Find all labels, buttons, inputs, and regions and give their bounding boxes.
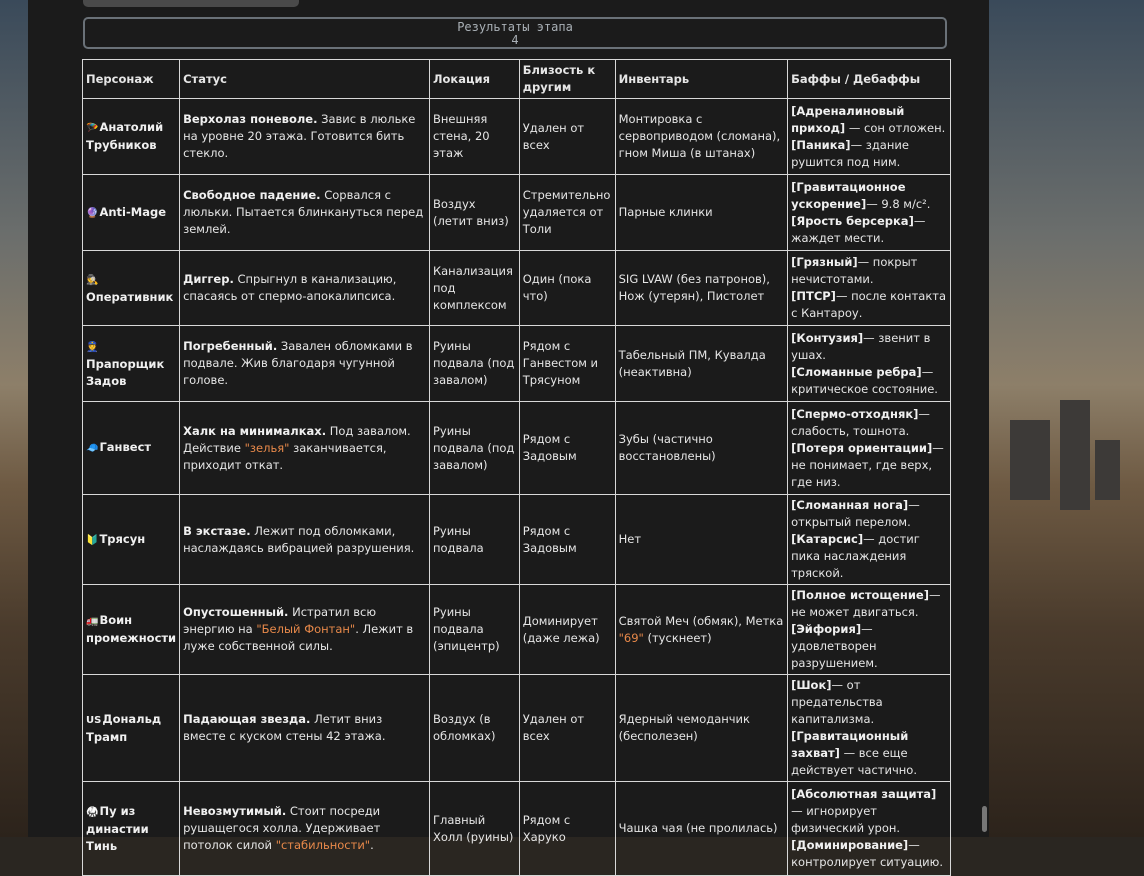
buff-name: [Абсолютная защита] [791, 787, 937, 801]
proximity-cell: Удален от всех [519, 675, 615, 782]
buff-name: [Адреналиновый приход] [791, 103, 905, 135]
table-row [83, 782, 951, 876]
buff-name: [Полное истощение] [791, 588, 929, 602]
table-header-row [83, 60, 951, 99]
character-icon: 🪂 [86, 123, 99, 134]
status-cell [180, 99, 430, 175]
character-icon: 🚛 [86, 616, 99, 627]
inventory-cell [615, 99, 787, 175]
buff-name: [ПТСР] [791, 289, 836, 303]
character-name: Ганвест [99, 440, 152, 454]
status-cell [180, 495, 430, 585]
table-row [83, 675, 951, 782]
buff-text: — все еще действует частично. [791, 746, 917, 777]
status-cell [180, 251, 430, 326]
results-table [82, 59, 951, 876]
buff-text: — от предательства капитализма. [791, 678, 883, 726]
character-name: Трясун [99, 531, 146, 546]
location-cell: Руины подвала (под завалом) [429, 326, 519, 402]
buffs-cell [788, 402, 951, 495]
inventory-text: Монтировка с сервоприводом (сломана), гном Миша (в штанах) [618, 112, 781, 160]
inventory-cell [615, 782, 787, 876]
status-title: Верхолаз поневоле. [183, 112, 318, 126]
table-row [83, 175, 951, 251]
status-text: Спрыгнул в канализацию, спасаясь от спермо-апокалипсиса. [183, 272, 397, 303]
status-text-end: . [370, 838, 374, 852]
status-title: В экстазе. [183, 523, 251, 538]
proximity-cell: Удален от всех [519, 99, 615, 175]
buff-text: — не понимает, где верх, где низ. [791, 440, 944, 489]
inventory-cell [615, 585, 787, 675]
character-cell [83, 99, 180, 175]
rock-formation [1010, 420, 1050, 500]
buffs-cell [788, 326, 951, 402]
character-cell [83, 585, 180, 675]
buff-text: — критическое состояние. [791, 364, 938, 396]
buffs-cell [788, 782, 951, 876]
status-cell [180, 675, 430, 782]
character-name: Пу из династии Тинь [86, 803, 149, 853]
character-icon: 🧢 [86, 443, 99, 454]
buff-name: [Ярость берсерка] [791, 213, 914, 228]
character-cell [83, 782, 180, 876]
status-text: Завален обломками в подвале. Жив благодаря чугунной голове. [183, 339, 413, 387]
buff-text: — контролирует ситуацию. [791, 838, 943, 869]
inventory-cell [615, 326, 787, 402]
table-row [83, 402, 951, 495]
status-cell [180, 585, 430, 675]
buff-text: — звенит в ушах. [791, 330, 931, 362]
inventory-cell [615, 495, 787, 585]
status-title: Диггер. [183, 272, 234, 286]
location-cell: Внешняя стена, 20 этаж [429, 99, 519, 175]
table-row [83, 99, 951, 175]
character-cell [83, 326, 180, 402]
location-cell: Руины подвала (под завалом) [429, 402, 519, 495]
character-icon: 👮 [86, 341, 99, 353]
inventory-text: Ядерный чемоданчик (бесполезен) [618, 712, 750, 743]
character-name: Anti-Mage [99, 204, 166, 219]
character-cell [83, 675, 180, 782]
column-header: Баффы / Дебаффы [788, 60, 951, 99]
buff-text: — не может двигаться. [791, 588, 941, 619]
proximity-cell: Рядом с Задовым [519, 402, 615, 495]
proximity-cell: Стремительно удаляется от Толи [519, 175, 615, 251]
character-icon: 🕵 [86, 274, 99, 286]
location-cell: Канализация под комплексом [429, 251, 519, 326]
buffs-cell [788, 495, 951, 585]
status-cell [180, 402, 430, 495]
rock-formation [1060, 400, 1090, 510]
buff-text: — после контакта с Кантароу. [791, 289, 947, 320]
status-title: Падающая звезда. [183, 712, 311, 726]
inventory-text: Зубы (частично восстановлены) [618, 432, 716, 463]
status-text: Стоит посреди рушащегося холла. Удерживает потолок силой [183, 804, 381, 852]
table-row [83, 495, 951, 585]
stage-results-header [83, 17, 947, 49]
status-text: Под завалом. Действие [183, 423, 411, 455]
column-header: Локация [429, 60, 519, 99]
buff-text: — жаждет мести. [791, 213, 926, 245]
status-text: Истратил всю энергию на [183, 605, 377, 636]
status-text: Сорвался с люльки. Пытается блинкануться перед землей. [183, 188, 424, 236]
table-row [83, 585, 951, 675]
proximity-cell: Один (пока что) [519, 251, 615, 326]
inventory-text: Чашка чая (не пролилась) [618, 821, 778, 835]
buffs-cell [788, 99, 951, 175]
status-title: Невозмутимый. [183, 804, 287, 818]
table-row [83, 251, 951, 326]
buff-name: [Сломанная нога] [791, 498, 909, 512]
character-name: Дональд Трамп [86, 711, 162, 744]
buff-name: [Грязный] [791, 255, 858, 269]
column-header: Персонаж [83, 60, 180, 99]
rock-formation [1095, 440, 1120, 500]
location-cell: Воздух (летит вниз) [429, 175, 519, 251]
status-title: Халк на минималках. [183, 423, 327, 438]
location-cell: Руины подвала [429, 495, 519, 585]
character-icon: 🔰 [86, 534, 99, 546]
character-cell [83, 402, 180, 495]
buff-name: [Паника] [791, 137, 851, 152]
buff-text: — достиг пика наслаждения тряской. [791, 532, 920, 580]
status-text: Лежит под обломками, наслаждаясь вибрацией разрушения. [183, 523, 415, 555]
inventory-text: Парные клинки [618, 205, 713, 219]
status-text: Завис в люльке на уровне 20 этажа. Готовится бить стекло. [183, 112, 416, 160]
buff-name: [Сломанные ребра] [791, 364, 922, 379]
inventory-highlight: "69" [618, 630, 644, 645]
character-icon: 🔮 [86, 207, 99, 219]
buff-name: [Спермо-отходняк] [791, 406, 919, 421]
previous-message-block [83, 0, 299, 7]
status-cell [180, 326, 430, 402]
status-text: Летит вниз вместе с куском стены 42 этажа. [183, 712, 386, 743]
table-row [83, 326, 951, 402]
status-text-end: заканчивается, приходит откат. [183, 440, 387, 472]
column-header: Близость к другим [519, 60, 615, 99]
buff-text: — слабость, тошнота. [791, 406, 930, 438]
character-icon: 🥋 [86, 806, 99, 818]
status-title: Опустошенный. [183, 605, 289, 619]
buffs-cell [788, 175, 951, 251]
buff-name: [Гравитационное ускорение] [791, 179, 906, 211]
buff-text: — открытый перелом. [791, 498, 920, 529]
inventory-cell [615, 251, 787, 326]
stage-title: Результаты этапа [457, 20, 573, 34]
inventory-cell [615, 402, 787, 495]
character-icon: US [86, 714, 102, 726]
buff-name: [Потеря ориентации] [791, 440, 933, 455]
inventory-cell [615, 675, 787, 782]
buffs-cell [788, 251, 951, 326]
character-cell [83, 175, 180, 251]
proximity-cell: Рядом с Ганвестом и Трясуном [519, 326, 615, 402]
character-name: Анатолий Трубников [86, 120, 164, 152]
character-name: Оперативник [86, 289, 174, 304]
status-title: Погребенный. [183, 339, 278, 353]
scrollbar-thumb[interactable] [982, 806, 987, 832]
buffs-cell [788, 585, 951, 675]
inventory-text: Нет [618, 532, 642, 546]
buff-name: [Гравитационный захват] [791, 729, 909, 760]
status-highlight: "зелья" [244, 440, 290, 455]
location-cell: Руины подвала (эпицентр) [429, 585, 519, 675]
inventory-text: SIG LVAW (без патронов), Нож (утерян), Пистолет [618, 272, 770, 303]
location-cell: Главный Холл (руины) [429, 782, 519, 876]
status-text-end: . Лежит в луже собственной силы. [183, 622, 414, 653]
status-title: Свободное падение. [183, 188, 321, 202]
buff-name: [Доминирование] [791, 838, 909, 852]
buff-text: — 9.8 м/с². [866, 196, 931, 211]
status-cell [180, 782, 430, 876]
character-name: Воин промежности [86, 613, 177, 645]
proximity-cell: Рядом с Харуко [519, 782, 615, 876]
buff-text: — игнорирует физический урон. [791, 804, 901, 835]
inventory-text-end: (тускнеет) [643, 630, 712, 645]
status-highlight: "стабильности" [275, 838, 371, 852]
buff-text: — покрыт нечистотами. [791, 255, 918, 286]
buff-text: — здание рушится под ним. [791, 137, 909, 169]
location-cell: Воздух (в обломках) [429, 675, 519, 782]
proximity-cell: Рядом с Задовым [519, 495, 615, 585]
buff-text: — сон отложен. [845, 120, 946, 135]
buff-name: [Контузия] [791, 330, 864, 345]
inventory-cell [615, 175, 787, 251]
inventory-text: Святой Меч (обмяк), Метка [618, 613, 784, 628]
column-header: Инвентарь [615, 60, 787, 99]
character-cell [83, 495, 180, 585]
status-cell [180, 175, 430, 251]
buff-name: [Шок] [791, 678, 832, 692]
inventory-text: Табельный ПМ, Кувалда (неактивна) [618, 347, 766, 379]
buff-text: — удовлетворен разрушением. [791, 622, 878, 670]
status-highlight: "Белый Фонтан" [256, 622, 356, 636]
buff-name: [Катарсис] [791, 532, 864, 546]
stage-number: 4 [511, 33, 519, 47]
buffs-cell [788, 675, 951, 782]
column-header: Статус [180, 60, 430, 99]
proximity-cell: Доминирует (даже лежа) [519, 585, 615, 675]
character-cell [83, 251, 180, 326]
buff-name: [Эйфория] [791, 622, 862, 636]
character-name: Прапорщик Задов [86, 356, 165, 388]
